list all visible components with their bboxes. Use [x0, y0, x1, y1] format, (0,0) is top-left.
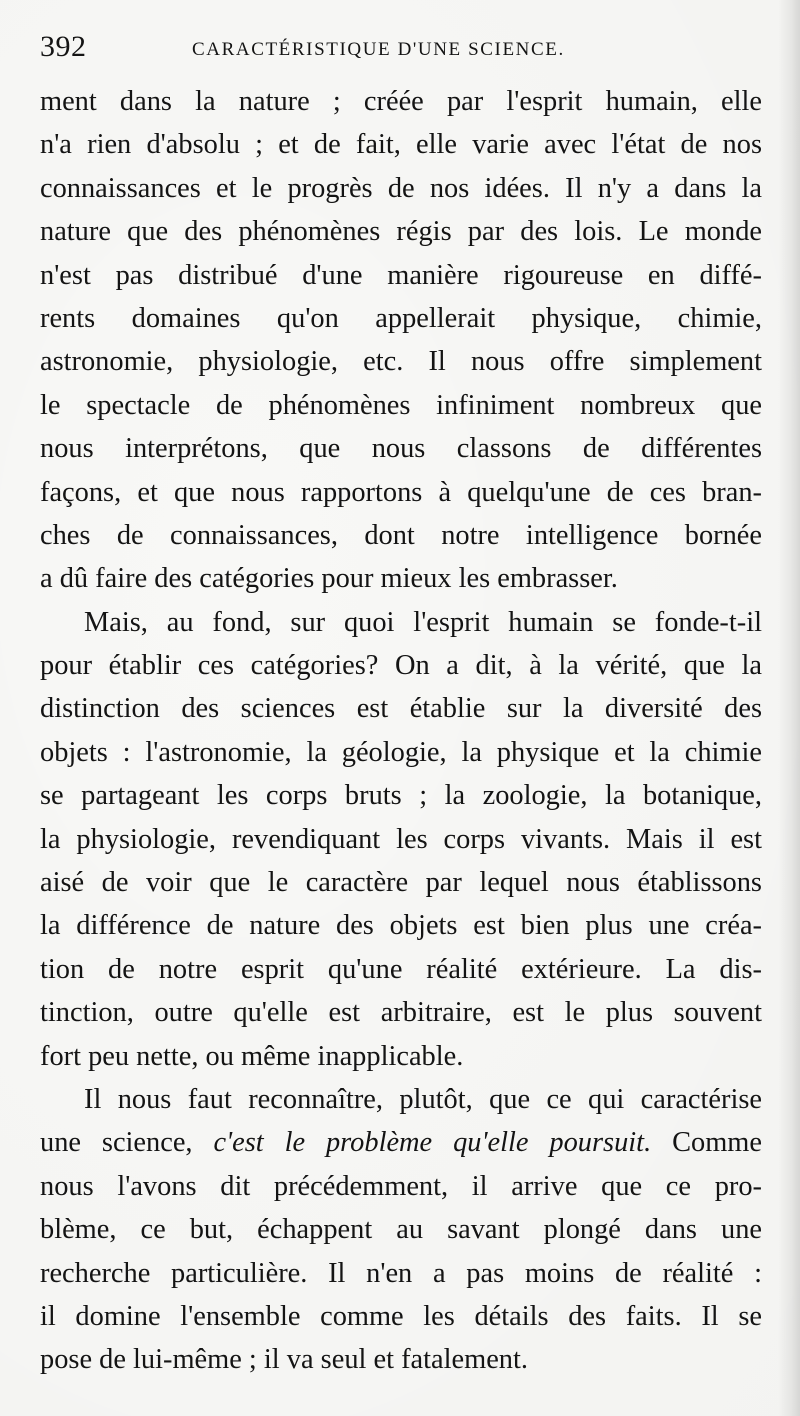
text-line: nous interprétons, que nous classons de différentes	[40, 433, 762, 465]
text-line: tion de notre esprit qu'une réalité extérieure. La dis-	[40, 953, 762, 985]
text-line: distinction des sciences est établie sur la diversité des	[40, 693, 762, 725]
text-line: astronomie, physiologie, etc. Il nous offre simplement	[40, 346, 762, 378]
text-line: nature que des phénomènes régis par des lois. Le monde	[40, 216, 762, 248]
page-number: 392	[40, 30, 87, 63]
text-line: ches de connaissances, dont notre intelligence bornée	[40, 519, 762, 551]
text-line: la différence de nature des objets est bien plus une créa-	[40, 910, 762, 942]
text-line: la physiologie, revendiquant les corps vivants. Mais il est	[40, 823, 762, 855]
paragraph-end-line: a dû faire des catégories pour mieux les embrasser.	[40, 563, 618, 595]
text-line: ment dans la nature ; créée par l'esprit humain, elle	[40, 86, 762, 117]
text-segment: Comme	[672, 1127, 762, 1159]
text-segment: une science,	[40, 1127, 193, 1159]
text-line: se partageant les corps bruts ; la zoologie, la botanique,	[40, 780, 762, 812]
text-line: objets : l'astronomie, la géologie, la physique et la chimie	[40, 736, 762, 768]
paragraph-start-line: Mais, au fond, sur quoi l'esprit humain se fonde-t-il	[84, 606, 762, 638]
paragraph-end-line: fort peu nette, ou même inapplicable.	[40, 1040, 464, 1072]
italic-emphasis: c'est le problème qu'elle poursuit.	[213, 1127, 652, 1159]
page-edge-shadow	[778, 0, 800, 1416]
text-line: le spectacle de phénomènes infiniment nombreux que	[40, 389, 762, 421]
text-line: aisé de voir que le caractère par lequel nous établissons	[40, 867, 762, 899]
paragraph-start-line: Il nous faut reconnaître, plutôt, que ce qui caractérise	[84, 1083, 762, 1115]
text-line: pour établir ces catégories? On a dit, à la vérité, que la	[40, 650, 762, 682]
page-header	[40, 30, 760, 74]
text-line: n'a rien d'absolu ; et de fait, elle varie avec l'état de nos	[40, 129, 762, 161]
text-line: n'est pas distribué d'une manière rigoureuse en diffé-	[40, 259, 762, 291]
text-line: connaissances et le progrès de nos idées. Il n'y a dans la	[40, 172, 762, 204]
text-line: tinction, outre qu'elle est arbitraire, est le plus souvent	[40, 997, 762, 1029]
running-head: CARACTÉRISTIQUE D'UNE SCIENCE.	[192, 39, 565, 60]
paragraph-end-line: pose de lui-même ; il va seul et fatalement.	[40, 1344, 528, 1376]
text-line: rents domaines qu'on appellerait physique, chimie,	[40, 302, 762, 334]
body-text	[40, 80, 762, 1382]
text-line: façons, et que nous rapportons à quelqu'une de ces bran-	[40, 476, 762, 508]
text-line: il domine l'ensemble comme les détails des faits. Il se	[40, 1300, 762, 1332]
text-line: blème, ce but, échappent au savant plongé dans une	[40, 1214, 762, 1246]
text-line: nous l'avons dit précédemment, il arrive que ce pro-	[40, 1170, 762, 1202]
text-line: recherche particulière. Il n'en a pas moins de réalité :	[40, 1257, 762, 1289]
text-line-with-italic	[40, 1121, 762, 1164]
